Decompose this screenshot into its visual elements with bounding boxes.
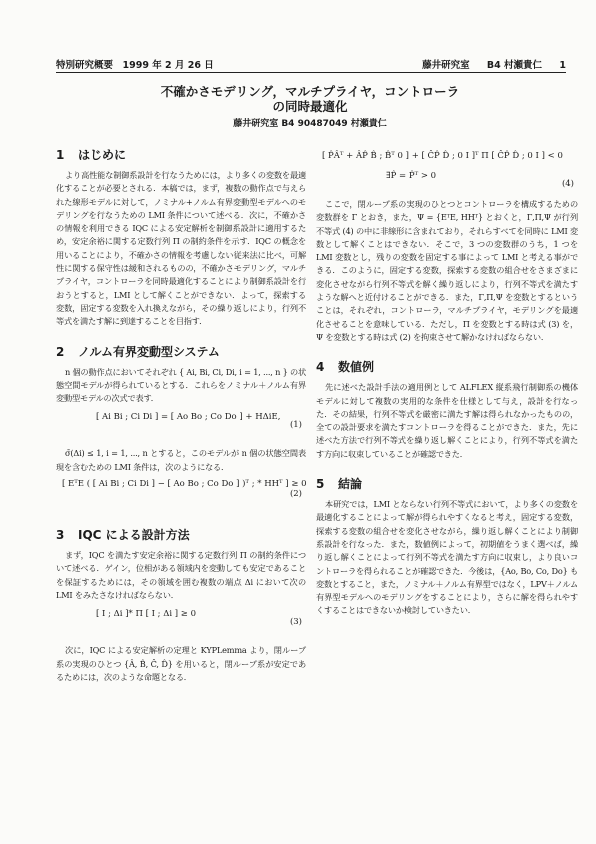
header-rule [56,72,566,73]
section-heading-5: 5 結論 [316,477,363,492]
equation-4: [ P̂Âᵀ + ÂP̂ B̂ ; B̂ᵀ 0 ] + [ ĈP̂ D̂ ; 0 I ]ᵀ Π [ ĈP̂ D̂ ; 0 I ] < 0 ∃P̂ = P̂ᵀ > 0 (4) [322,151,574,189]
page-number: 1 [559,60,566,71]
section-heading-3: 3 IQC による設計方法 [56,528,190,543]
paper-title [100,84,520,114]
title-line-2: の同時最適化 [272,99,348,114]
left-column [56,146,306,684]
section-heading-4: 4 数値例 [316,360,375,375]
right-column [316,146,578,618]
title-line-1: 不確かさモデリング，マルチプライヤ，コントローラ [160,84,460,99]
section-3-paragraph-3: ここで，閉ループ系の実現のひとつとコントローラを構成するための変数群を Γ とおき，また，Ψ = {EᵀE, HHᵀ} とおくと，Γ,Π,Ψ が行列不等式 (4) の中に非線形に含まれており，それらすべてを同時に LMI 変数として解くことはできない．そこで，3 つの変数群のうち，1 つを LMI 変数とし，残りの変数を固定する事によって LMI と考える事ができる．このように，固定する変数，探索する変数の組合せをさまざまに変化させながら行列不等式を解く繰り返しにより，行列不等式を満たすような解へと近付けることができる．また，Γ,Π,Ψ を変数とするということは，それぞれ，コントローラ，マルチプライヤ，モデリングを最適化させることを意味している．ただし，Π を変数とする時は式 (3) を，Ψ を変数とする時は式 (2) を拘束させて解かなければならない． [316,199,578,342]
section-heading-2: 2 ノルム有界変動型システム [56,344,220,359]
section-heading-1: 1 はじめに [56,148,127,162]
header-author: B4 村瀬貴仁 [486,60,543,71]
section-2-paragraph-1: n 個の動作点においてそれぞれ { Ai, Bi, Ci, Di, i = 1, ..., n } の状態空間モデルが得られているとする．これらをノミナル＋ノルム有界変動型モデルの次式で表す． [56,366,306,404]
header-right [408,57,566,71]
section-1-paragraph: より高性能な制御系設計を行なうためには，より多くの変数を最適化することが必要とされる．本稿では，まず，複数の動作点で与えられた線形モデルに対して，ノミナル+ノルム有界変動型モデルへのモデリングを行なうための LMI 条件について述べる．次に，不確かさの情報を利用できる IQC による安定解析を制御系設計に適用するため，安定余裕に関する定数行列 Π の制約条件を示す．IQC の概念を用いることにより，不確かさの情報を考慮しない従来法に比べ，可解性に関する保守性は緩和されるものの，不確かさモデリング，マルチプライヤ，コントローラを同時最適化することにより制御系設計を行おうとすると，LMI として解くことができない．よって，探索する変数，固定する変数を入れ換えながら，その繰り返しにより，行列不等式を満たす解に到達することを目指す． [56,170,306,327]
paper-author: 藤井研究室 B4 90487049 村瀬貴仁 [233,119,387,129]
section-5-paragraph: 本研究では，LMI とならない行列不等式において，より多くの変数を最適化することによって解が得られやすくなると考え，固定する変数，探索する変数の組合せを変化させながら，繰り返し解くことにより制御系設計を行なった．また，数値例によって，初期値をうまく選べば，繰り返し解くことによって行列不等式を満たす方向に収束し，より良いコントローラを得られることが確認できた．今後は，{Ao, Bo, Co, Do} も変数とすること，また，ノミナル＋ノルム有界型ではなく，LPV＋ノルム有界型モデルへのモデリングをすることにより，さらに解を得られやすくすることはできないか検討していきたい． [316,499,578,616]
section-4-paragraph: 先に述べた設計手法の適用例として ALFLEX 縦系飛行制御系の機体モデルに対して複数の実用的な条件を仕様として与え，設計を行なった．その結果，行列不等式を厳密に満たす解は得られなかったものの，全ての設計要求を満たすコントローラを得ることができた．また，先に述べた方法で行列不等式を繰り返し解くことにより，行列不等式を満たす方向に収束していることが確認できた． [316,382,578,459]
section-3-paragraph-2: 次に，IQC による安定解析の定理と KYPLemma より，閉ループ系の実現のひとつ {Â, B̂, Ĉ, D̂} を用いると，閉ループ系が安定であるためには，次のような命題となる． [56,645,306,682]
equation-2: [ EᵀE ( [ Ai Bi ; Ci Di ] − [ Ao Bo ; Co Do ] )ᵀ ; * HHᵀ ] ≥ 0 (2) [62,479,307,500]
section-3-paragraph-1: まず，IQC を満たす安定余裕に関する定数行列 Π の制約条件について述べる．ゲイン，位相がある領域内を変動しても安定であることを保証するためには，その領域を囲む複数の端点 Δi において次の LMI をみたさなければならない． [56,550,306,600]
header-date: 特別研究概要 1999 年 2 月 26 日 [56,60,214,71]
equation-1: [ Ai Bi ; Ci Di ] = [ Ao Bo ; Co Do ] + HΔiE, (1) [96,412,302,431]
section-2-paragraph-2: σ̄(Δi) ≤ 1, i = 1, ..., n とすると，このモデルが n 個の状態空間表現を含むための LMI 条件は，次のようになる． [56,448,306,472]
running-header [56,57,566,71]
header-lab: 藤井研究室 [422,60,470,71]
equation-3: [ I ; Δi ]* Π [ I ; Δi ] ≥ 0 (3) [96,609,302,628]
